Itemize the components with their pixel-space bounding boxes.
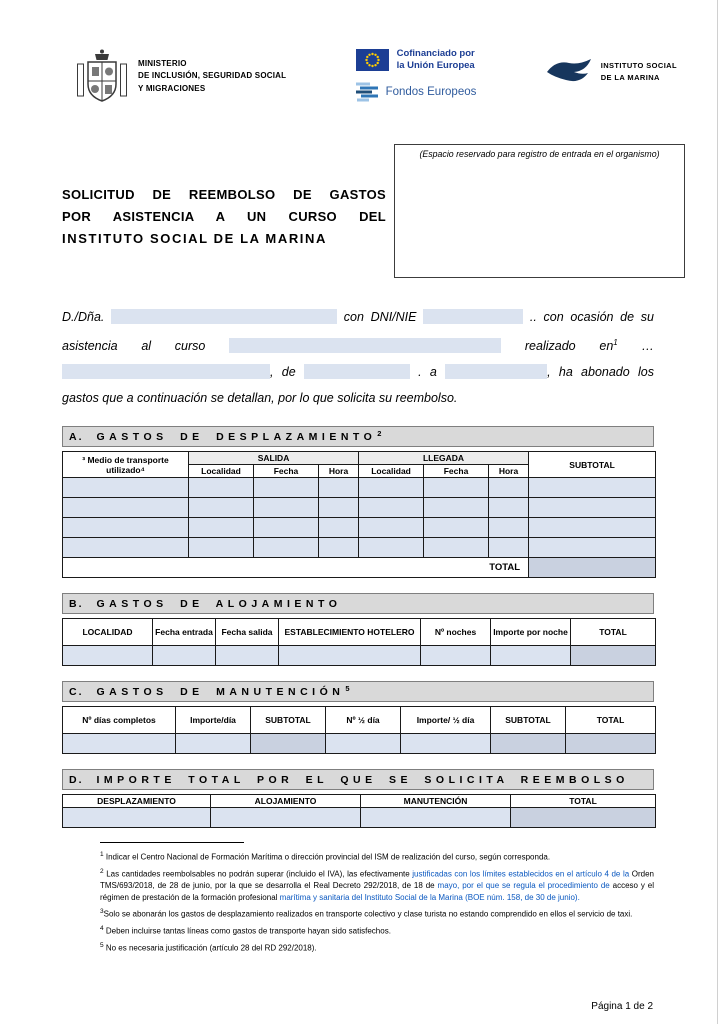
input-cell[interactable] <box>153 646 216 666</box>
section-d-letter: D. <box>69 773 84 786</box>
total-cell[interactable] <box>511 808 656 828</box>
intro-paragraph <box>62 304 654 411</box>
input-cell[interactable] <box>489 498 529 518</box>
col-header-llegada-localidad: Localidad <box>359 465 424 478</box>
input-cell[interactable] <box>319 498 359 518</box>
eu-flag-icon <box>356 49 389 71</box>
table-row <box>63 498 656 518</box>
input-cell[interactable] <box>63 478 189 498</box>
table-importe-total <box>62 794 656 828</box>
dni-nie-field[interactable] <box>423 309 523 324</box>
section-d-title: IMPORTE TOTAL POR EL QUE SE SOLICITA REEMBOLSO <box>96 773 629 786</box>
col-header-establecimiento: ESTABLECIMIENTO HOTELERO <box>279 619 421 646</box>
input-cell[interactable] <box>529 538 656 558</box>
subtotal-cell[interactable] <box>251 734 326 754</box>
input-cell[interactable] <box>254 478 319 498</box>
input-cell[interactable] <box>319 518 359 538</box>
col-header-alojamiento: ALOJAMIENTO <box>211 795 361 808</box>
footnote-2-text: acceso y el régimen de prestación de la formación profesional <box>100 881 655 903</box>
col-header-dias-completos: Nº días completos <box>63 707 176 734</box>
col-header-medio-dia: Nº ½ día <box>326 707 401 734</box>
section-d <box>62 769 654 828</box>
input-cell[interactable] <box>359 478 424 498</box>
ministry-name <box>138 48 286 95</box>
input-cell[interactable] <box>489 518 529 538</box>
footnote-4-text: Deben incluirse tantas líneas como gastos de transporte hayan sido satisfechos. <box>105 926 391 936</box>
title-row <box>62 144 660 284</box>
eu-cofinance-line2: la Unión Europea <box>396 60 475 72</box>
col-header-desplazamiento: DESPLAZAMIENTO <box>63 795 211 808</box>
input-cell[interactable] <box>254 538 319 558</box>
input-cell[interactable] <box>63 646 153 666</box>
eu-cofinance-logo <box>356 48 477 103</box>
footnote-ref-5: 5 <box>345 684 350 694</box>
col-group-salida: SALIDA <box>189 452 359 465</box>
input-cell[interactable] <box>529 498 656 518</box>
footnote-2-marker: 2 <box>100 867 104 875</box>
section-a-title: GASTOS DE DESPLAZAMIENTO <box>96 430 377 443</box>
course-name-field[interactable] <box>229 338 501 353</box>
input-cell[interactable] <box>189 518 254 538</box>
col-header-localidad: LOCALIDAD <box>63 619 153 646</box>
intro-text: D./Dña. <box>62 310 105 324</box>
col-header-fecha-entrada: Fecha entrada <box>153 619 216 646</box>
input-cell[interactable] <box>216 646 279 666</box>
input-cell[interactable] <box>211 808 361 828</box>
input-cell[interactable] <box>63 808 211 828</box>
footnote-1-marker: 1 <box>100 851 104 859</box>
footnote-4 <box>100 924 654 938</box>
section-b-header <box>62 593 654 614</box>
footnotes <box>100 842 654 954</box>
intro-text: con DNI/NIE <box>343 310 417 324</box>
ism-bird-icon <box>546 58 592 86</box>
total-cell[interactable] <box>566 734 656 754</box>
registry-stamp-label: (Espacio reservado para registro de entrada en el organismo) <box>419 149 660 159</box>
footnote-5-text: No es necesaria justificación (artículo 28 del RD 292/2018). <box>105 943 317 953</box>
section-a <box>62 426 654 578</box>
input-cell[interactable] <box>326 734 401 754</box>
section-c-header <box>62 681 654 702</box>
intro-text: , ha abonado los gastos que a continuación se detallan, por lo que solicita su reembolso. <box>62 365 654 406</box>
eu-flag-row <box>356 48 477 73</box>
footnote-ref-2: 2 <box>377 429 382 439</box>
footnote-3 <box>100 907 654 921</box>
input-cell[interactable] <box>401 734 491 754</box>
footnote-2 <box>100 867 654 905</box>
footnote-separator <box>100 842 244 843</box>
input-cell[interactable] <box>491 646 571 666</box>
input-cell[interactable] <box>424 538 489 558</box>
input-cell[interactable] <box>529 478 656 498</box>
col-header-salida-fecha: Fecha <box>254 465 319 478</box>
col-header-total: TOTAL <box>566 707 656 734</box>
input-cell[interactable] <box>189 498 254 518</box>
document-title-line1: SOLICITUD DE REEMBOLSO DE GASTOS <box>62 187 386 202</box>
section-d-header <box>62 769 654 790</box>
section-a-letter: A. <box>69 430 84 443</box>
input-cell[interactable] <box>189 478 254 498</box>
input-cell[interactable] <box>359 518 424 538</box>
input-cell[interactable] <box>529 518 656 538</box>
section-b-letter: B. <box>69 597 84 610</box>
input-cell[interactable] <box>63 518 189 538</box>
col-header-salida-hora: Hora <box>319 465 359 478</box>
course-end-date-field[interactable] <box>445 364 547 379</box>
footnote-1-text: Indicar el Centro Nacional de Formación Marítima o dirección provincial del ISM de realización del curso, según corresponda. <box>105 852 551 862</box>
eu-cofinance-text <box>397 48 475 73</box>
input-cell[interactable] <box>361 808 511 828</box>
ism-name <box>601 60 677 84</box>
header-logos <box>0 0 717 106</box>
section-c-title: GASTOS DE MANUTENCIÓN <box>96 685 345 698</box>
subtotal-cell[interactable] <box>491 734 566 754</box>
footnote-ref-1: 1 <box>613 338 618 347</box>
footnote-4-marker: 4 <box>100 925 104 933</box>
ism-name-line2: DE LA MARINA <box>600 73 660 82</box>
col-header-subtotal: SUBTOTAL <box>529 452 656 478</box>
intro-text: .. con ocasión de su asistencia al curso <box>62 310 654 354</box>
table-manutencion <box>62 706 656 754</box>
input-cell[interactable] <box>421 646 491 666</box>
boe-link-segment[interactable]: marítima y sanitaria del Instituto Social de la Marina (BOE núm. 158, de 30 de junio). <box>279 893 580 903</box>
ism-name-line1: INSTITUTO SOCIAL <box>600 61 677 70</box>
table-row <box>63 518 656 538</box>
col-header-salida-localidad: Localidad <box>189 465 254 478</box>
course-location-field[interactable] <box>62 364 270 379</box>
table-row <box>63 646 656 666</box>
col-group-llegada: LLEGADA <box>359 452 529 465</box>
col-header-noches: Nº noches <box>421 619 491 646</box>
col-header-importe-dia: Importe/día <box>176 707 251 734</box>
footnote-2-text: Las cantidades reembolsables no podrán superar (incluido el IVA), las efectivamente <box>106 869 413 879</box>
input-cell[interactable] <box>279 646 421 666</box>
col-header-subtotal-1: SUBTOTAL <box>251 707 326 734</box>
document-title <box>62 184 386 250</box>
section-b <box>62 593 654 666</box>
col-header-importe-noche: Importe por noche <box>491 619 571 646</box>
input-cell[interactable] <box>489 478 529 498</box>
table-row <box>63 734 656 754</box>
col-header-total: TOTAL <box>511 795 656 808</box>
input-cell[interactable] <box>254 518 319 538</box>
input-cell[interactable] <box>176 734 251 754</box>
intro-text: , de <box>270 365 296 380</box>
col-header-llegada-hora: Hora <box>489 465 529 478</box>
col-header-total: TOTAL <box>571 619 656 646</box>
section-b-title: GASTOS DE ALOJAMIENTO <box>96 597 342 610</box>
input-cell[interactable] <box>359 538 424 558</box>
section-c-letter: C. <box>69 685 84 698</box>
footnote-5 <box>100 941 654 955</box>
ism-logo <box>546 48 677 86</box>
fondos-europeos-label: Fondos Europeos <box>385 86 477 99</box>
col-header-llegada-fecha: Fecha <box>424 465 489 478</box>
spain-coat-of-arms-icon <box>76 48 128 106</box>
input-cell[interactable] <box>319 478 359 498</box>
total-cell[interactable] <box>529 558 656 578</box>
input-cell[interactable] <box>254 498 319 518</box>
input-cell[interactable] <box>189 538 254 558</box>
document-title-line2: POR ASISTENCIA A UN CURSO DEL <box>62 209 386 224</box>
intro-text: … <box>641 339 654 354</box>
col-header-manutencion: MANUTENCIÓN <box>361 795 511 808</box>
footnote-2-text: Orden TMS/693/2018, de 28 de junio, por la que se desarrolla el Real Decreto 292/2018, de 18 de <box>100 869 654 891</box>
table-alojamiento <box>62 618 656 666</box>
table-desplazamiento <box>62 451 656 578</box>
ministry-logo <box>76 48 286 106</box>
input-cell[interactable] <box>63 538 189 558</box>
footnote-3-marker: 3 <box>100 908 104 916</box>
table-row <box>63 478 656 498</box>
total-row-label: TOTAL <box>63 558 529 578</box>
ministry-name-line2: DE INCLUSIÓN, SEGURIDAD SOCIAL <box>138 71 287 81</box>
table-row <box>63 808 656 828</box>
input-cell[interactable] <box>424 518 489 538</box>
footnote-3-text: Solo se abonarán los gastos de desplazamiento realizados en transporte colectivo y clase turista no estando comprendido en ellos el servicio de taxi. <box>103 910 633 920</box>
col-header-fecha-salida: Fecha salida <box>216 619 279 646</box>
ministry-name-line1: MINISTERIO <box>138 59 187 68</box>
fondos-europeos-icon <box>356 82 378 103</box>
document-title-line3: INSTITUTO SOCIAL DE LA MARINA <box>62 231 327 246</box>
col-header-subtotal-2: SUBTOTAL <box>491 707 566 734</box>
registry-stamp-box <box>394 144 685 278</box>
fondos-europeos-row <box>356 82 477 103</box>
course-start-date-field[interactable] <box>304 364 410 379</box>
section-a-header <box>62 426 654 447</box>
input-cell[interactable] <box>63 734 176 754</box>
input-cell[interactable] <box>63 498 189 518</box>
input-cell[interactable] <box>424 498 489 518</box>
section-c <box>62 681 654 754</box>
input-cell[interactable] <box>424 478 489 498</box>
footnote-1 <box>100 850 654 864</box>
boe-link-segment[interactable]: justificadas con los límites establecidos en el artículo 4 de la <box>412 869 630 879</box>
applicant-name-field[interactable] <box>111 309 337 324</box>
table-row <box>63 538 656 558</box>
col-header-importe-medio-dia: Importe/ ½ día <box>401 707 491 734</box>
page-number: Página 1 de 2 <box>591 1001 653 1012</box>
col-header-transporte: ³ Medio de transporte utilizado⁴ <box>63 452 189 478</box>
ministry-name-line3: Y MIGRACIONES <box>138 83 206 93</box>
input-cell[interactable] <box>319 538 359 558</box>
eu-cofinance-line1: Cofinanciado por <box>396 48 475 59</box>
input-cell[interactable] <box>489 538 529 558</box>
input-cell[interactable] <box>359 498 424 518</box>
total-row <box>63 558 656 578</box>
total-cell[interactable] <box>571 646 656 666</box>
boe-link-segment[interactable]: mayo, por el que se regula el procedimiento de <box>437 881 610 891</box>
footnote-5-marker: 5 <box>100 941 104 949</box>
intro-text: realizado en <box>524 339 614 354</box>
intro-text: . a <box>418 365 437 380</box>
